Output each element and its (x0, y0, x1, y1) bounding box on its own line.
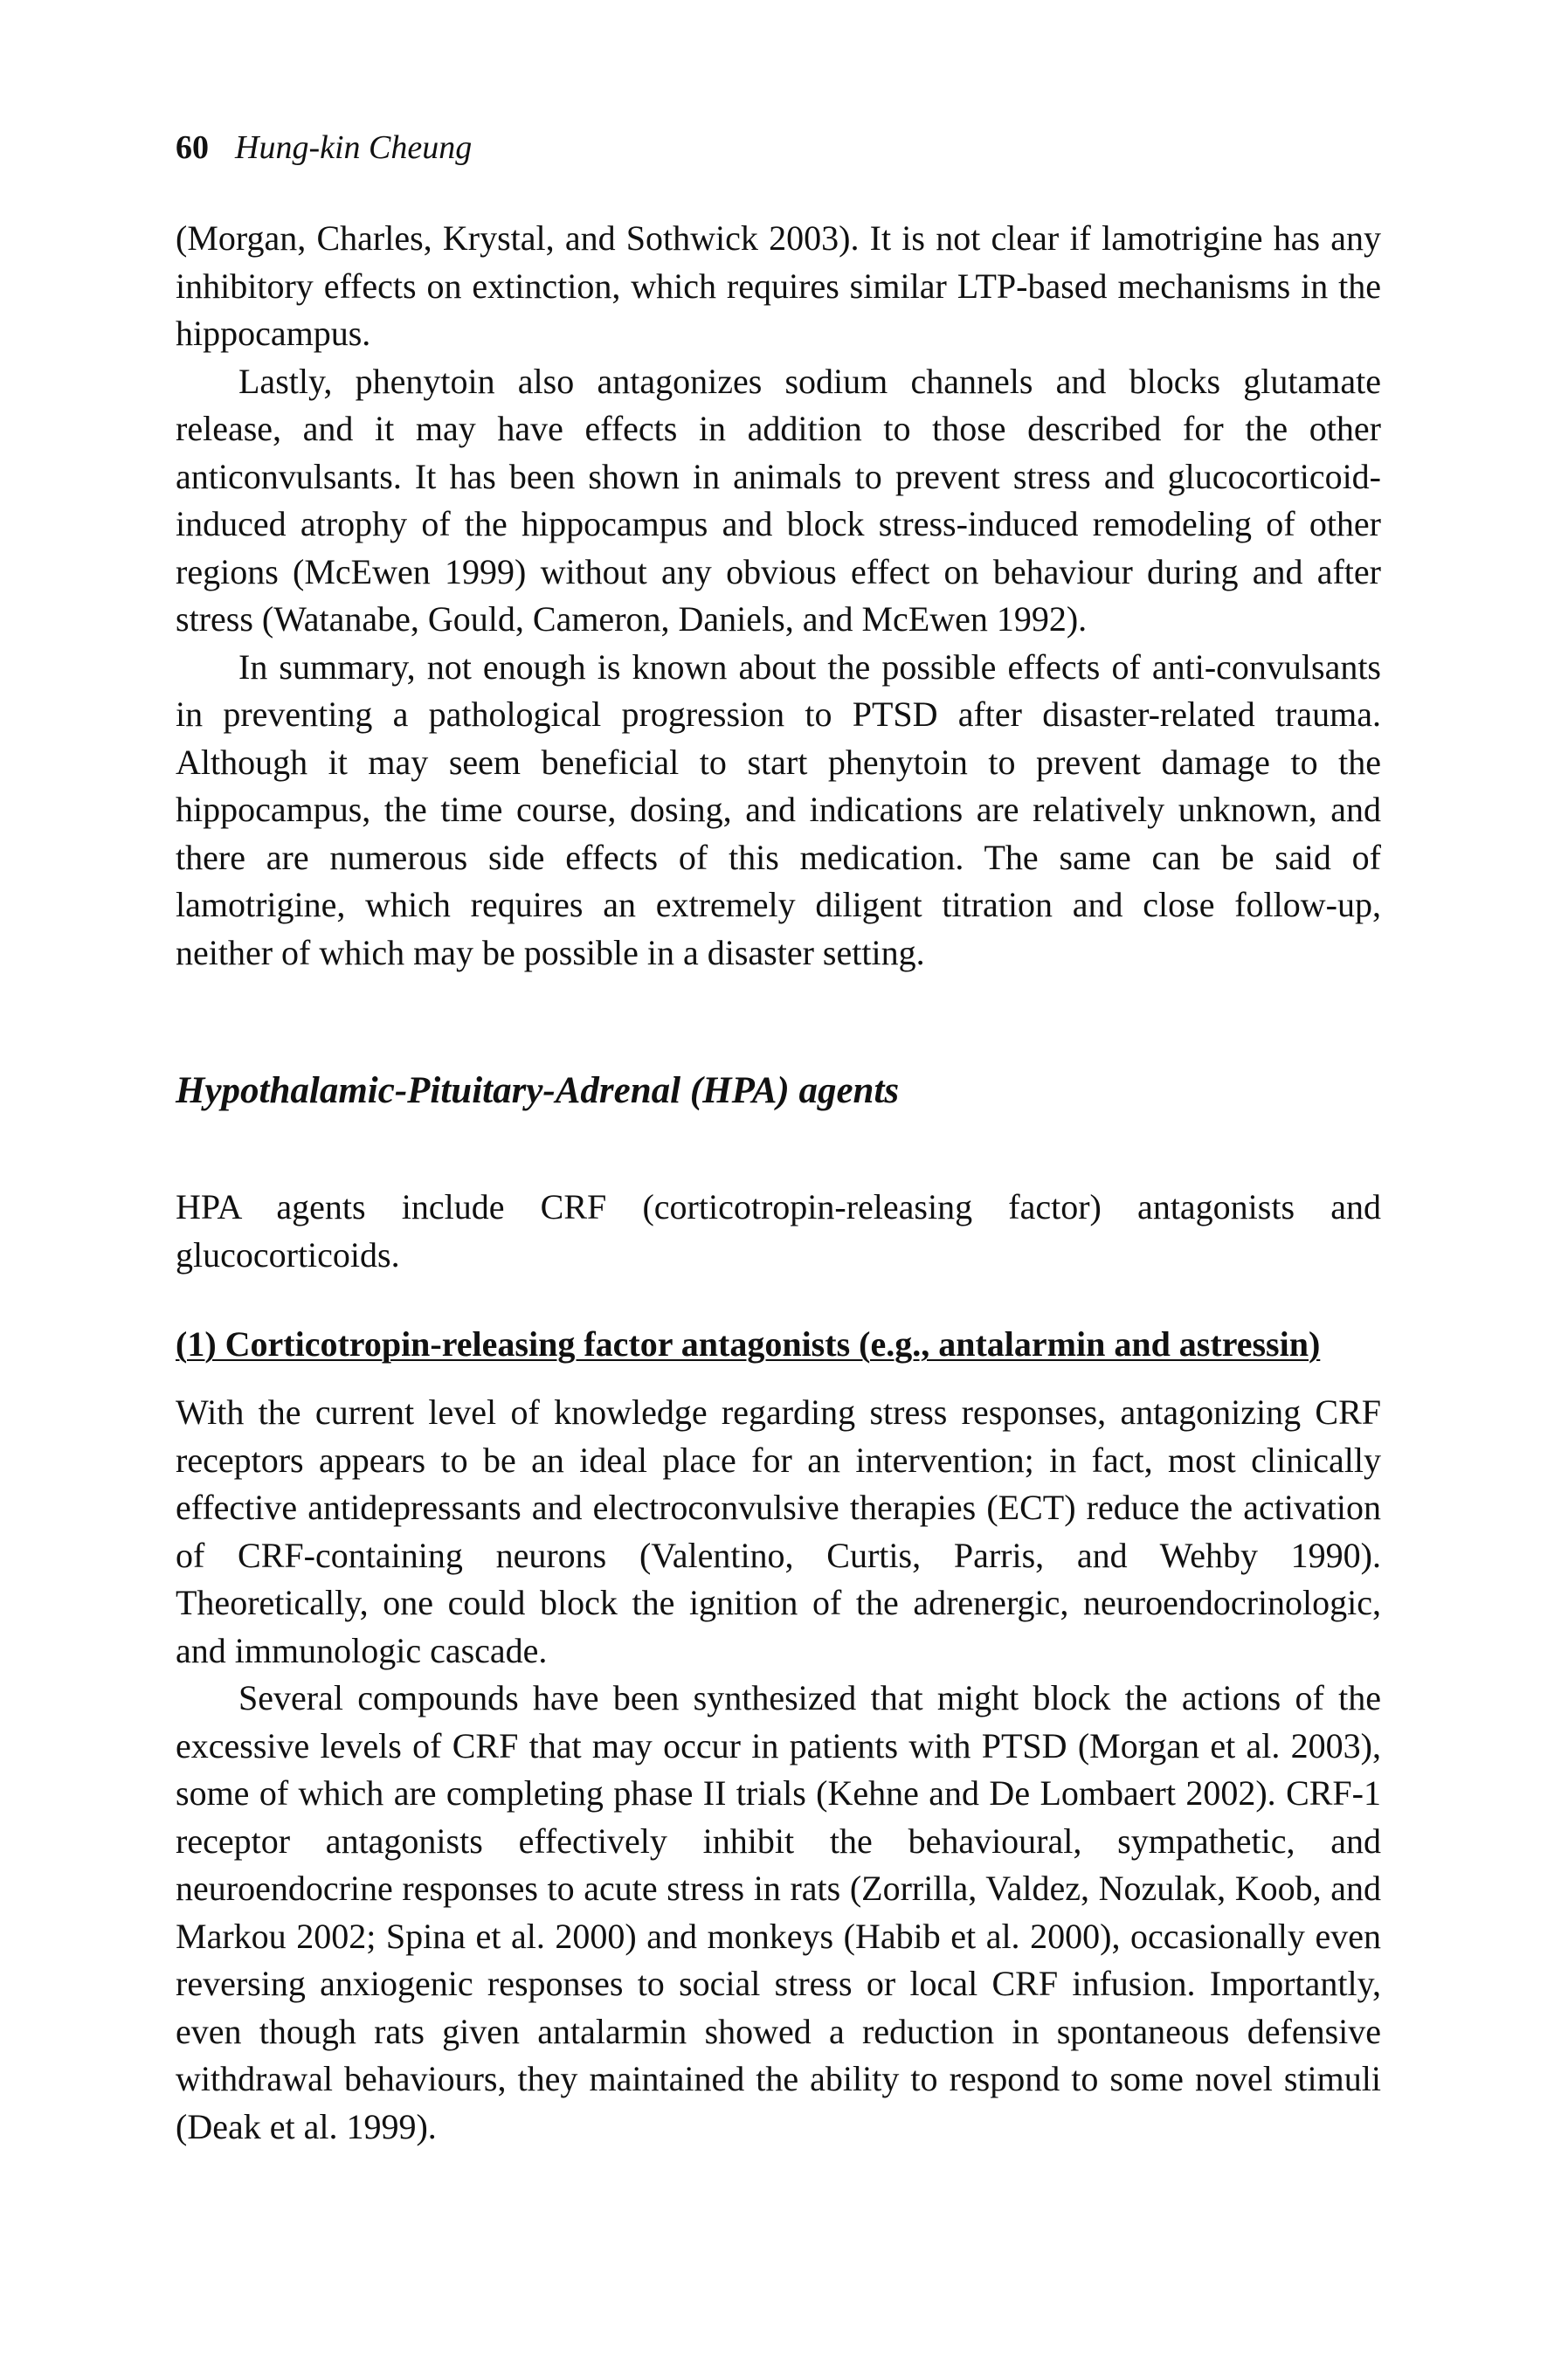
paragraph-phenytoin: Lastly, phenytoin also antagonizes sodium channels and blocks glutamate release, and it may have effects in addition to those described for the other anticonvulsants. It has been shown in animals to prevent stress and glucocorticoid-induced atrophy of the hippocampus and block stress-induced remodeling of other regions (McEwen 1999) without any obvious effect on behaviour during and after stress (Watanabe, Gould, Cameron, Daniels, and McEwen 1992). (176, 361, 1381, 639)
body-text-bottom (176, 1389, 1381, 2151)
subsection-heading: (1) Corticotropin-releasing factor antagonists (e.g., antalarmin and astressin) (176, 1324, 1321, 1364)
author-name: Hung-kin Cheung (235, 129, 473, 166)
page-number: 60 (176, 129, 209, 166)
section-intro-block (176, 1184, 1381, 1279)
section-intro: HPA agents include CRF (corticotropin-releasing factor) antagonists and glucocorticoids. (176, 1187, 1381, 1275)
section-heading: Hypothalamic-Pituitary-Adrenal (HPA) agents (176, 1070, 900, 1111)
paragraph-crf-intervention: With the current level of knowledge regarding stress responses, antagonizing CRF receptors appears to be an ideal place for an intervention; in fact, most clinically effective antidepressants and electroconvulsive therapies (ECT) reduce the activation of CRF-containing neurons (Valentino, Curtis, Parris, and Wehby 1990). Theoretically, one could block the ignition of the adrenergic, neuroendocrinologic, and immunologic cascade. (176, 1392, 1381, 1670)
paragraph-compounds: Several compounds have been synthesized that might block the actions of the excessive levels of CRF that may occur in patients with PTSD (Morgan et al. 2003), some of which are completing phase II trials (Kehne and De Lombaert 2002). CRF-1 receptor antagonists effectively inhibit the behavioural, sympathetic, and neuroendocrine responses to acute stress in rats (Zorrilla, Valdez, Nozulak, Koob, and Markou 2002; Spina et al. 2000) and monkeys (Habib et al. 2000), occasionally even reversing anxiogenic responses to social stress or local CRF infusion. Importantly, even though rats given antalarmin showed a reduction in spontaneous defensive withdrawal behaviours, they maintained the ability to respond to some novel stimuli (Deak et al. 1999). (176, 1678, 1381, 2146)
running-head (176, 128, 472, 168)
body-text-top (176, 215, 1381, 977)
paragraph-summary: In summary, not enough is known about the possible effects of anti-convulsants in preventing a pathological progression to PTSD after disaster-related trauma. Although it may seem beneficial to start phenytoin to prevent damage to the hippocampus, the time course, dosing, and indications are relatively unknown, and there are numerous side effects of this medication. The same can be said of lamotrigine, which requires an extremely diligent titration and close follow-up, neither of which may be possible in a disaster setting. (176, 646, 1381, 972)
paragraph-continued: (Morgan, Charles, Krystal, and Sothwick 2003). It is not clear if lamotrigine has any inhibitory effects on extinction, which requires similar LTP-based mechanisms in the hippocampus. (176, 218, 1381, 353)
